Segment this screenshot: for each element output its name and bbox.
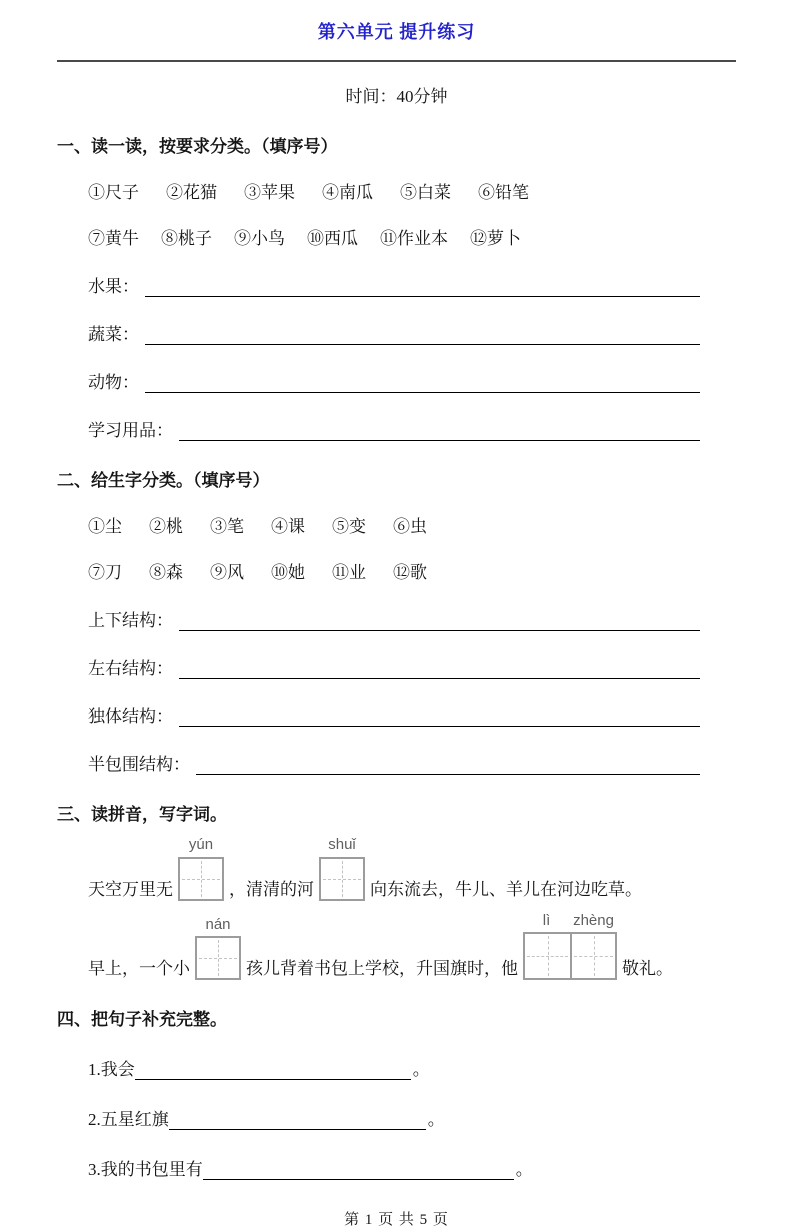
sentence-suffix: 。 [412,1060,430,1079]
sentence-text: 孩儿背着书包上学校，升国旗时，他 [246,959,518,978]
sentence-suffix: 。 [427,1110,445,1129]
fill-blank-row-single [88,702,736,727]
sentence-prefix: 3.我的书包里有 [88,1160,203,1179]
pinyin-label-pair [523,913,617,933]
fill-blank-row-school-supplies [88,416,736,441]
word-item: ①尺子 [88,183,139,202]
answer-line[interactable] [135,1060,411,1080]
character-item: ①尘 [88,517,122,536]
character-item: ⑪业 [332,563,366,582]
section2-items-row2 [88,558,736,583]
pinyin-sentence-row2 [88,913,736,981]
character-writing-box[interactable] [195,936,241,980]
word-item: ⑦黄牛 [88,229,139,248]
answer-line[interactable] [169,1110,426,1130]
blank-label: 学习用品： [88,421,173,440]
pinyin-writing-box-shui [319,837,365,901]
word-item: ⑥铅笔 [478,183,529,202]
character-item: ⑦刀 [88,563,122,582]
box-guide-hline [574,956,613,957]
blank-label: 左右结构： [88,659,173,678]
answer-line[interactable] [203,1160,514,1180]
blank-label: 半包围结构： [88,755,190,774]
fill-blank-row-half-enclosed [88,750,736,775]
sentence-text: 敬礼。 [622,959,673,978]
answer-line[interactable] [145,373,700,393]
sentence-completion-row-1 [88,1055,736,1080]
fill-blank-row-top-bottom [88,606,736,631]
section2-heading: 二、给生字分类。（填序号） [57,471,270,490]
character-item: ⑫歌 [393,563,427,582]
pinyin-writing-box-nan [195,917,241,981]
page-number-indicator: 第 1 页 共 5 页 [344,1212,449,1228]
section-3 [57,800,736,980]
pinyin-label: shuǐ [328,836,356,853]
pinyin-label: nán [205,915,231,933]
word-item: ⑧桃子 [161,229,212,248]
pinyin-writing-box-lizheng [523,913,617,981]
word-item: ⑫萝卜 [470,229,521,248]
box-guide-hline [323,879,361,880]
pinyin-sentence-row1 [88,837,736,901]
page-title: 第六单元 提升练习 [317,22,476,42]
pinyin-label: lì [542,911,551,929]
word-item: ⑩西瓜 [307,229,358,248]
character-item: ⑥虫 [393,517,427,536]
sentence-suffix: 。 [515,1160,533,1179]
sentence-prefix: 2.五星红旗 [88,1110,169,1129]
fill-blank-row-left-right [88,654,736,679]
box-guide-hline [527,956,568,957]
pinyin-writing-box-yun [178,837,224,901]
word-item: ④南瓜 [322,183,373,202]
blank-label: 独体结构： [88,707,173,726]
sentence-text: 天空万里无 [88,879,173,899]
character-writing-box[interactable] [319,857,365,901]
answer-line[interactable] [196,755,700,775]
answer-line[interactable] [145,277,700,297]
character-item: ②桃 [149,517,183,536]
section1-heading: 一、读一读，按要求分类。（填序号） [57,137,338,156]
character-item: ⑨风 [210,563,244,582]
character-item: ③笔 [210,517,244,536]
sentence-completion-row-2 [88,1105,736,1130]
word-item: ②花猫 [166,183,217,202]
section1-items-row1 [88,178,736,203]
word-item: ⑤白菜 [400,183,451,202]
box-guide-hline [182,879,220,880]
section3-heading: 三、读拼音，写字词。 [57,805,227,824]
blank-label: 上下结构： [88,611,173,630]
character-writing-cell[interactable] [570,934,615,978]
section-4 [57,1005,736,1180]
word-item: ⑨小鸟 [234,229,285,248]
pinyin-label: zhèng [573,911,614,929]
header-divider [57,60,736,62]
character-item: ⑩她 [271,563,305,582]
character-item: ④课 [271,517,305,536]
section1-items-row2 [88,224,736,249]
blank-label: 蔬菜： [88,325,139,344]
fill-blank-row-animal [88,368,736,393]
character-writing-cell[interactable] [525,934,570,978]
character-writing-box[interactable] [178,857,224,901]
answer-line[interactable] [179,421,700,441]
character-item: ⑧森 [149,563,183,582]
character-item: ⑤变 [332,517,366,536]
answer-line[interactable] [145,325,700,345]
answer-line[interactable] [179,659,700,679]
section-1 [57,132,736,441]
sentence-text: 向东流去，牛儿、羊儿在河边吃草。 [370,879,642,899]
time-limit-text: 时间：40分钟 [345,87,448,106]
blank-label: 水果： [88,277,139,296]
word-item: ⑪作业本 [380,229,448,248]
answer-line[interactable] [179,707,700,727]
pinyin-label: yún [188,836,214,853]
fill-blank-row-vegetable [88,320,736,345]
section4-heading: 四、把句子补充完整。 [57,1010,227,1029]
sentence-prefix: 1.我会 [88,1060,135,1079]
double-character-writing-box[interactable] [523,932,617,980]
box-guide-hline [199,958,237,959]
sentence-completion-row-3 [88,1155,736,1180]
blank-label: 动物： [88,373,139,392]
word-item: ③苹果 [244,183,295,202]
section2-items-row1 [88,512,736,537]
section-2 [57,466,736,775]
answer-line[interactable] [179,611,700,631]
sentence-text: ，清清的河 [229,879,314,899]
sentence-text: 早上，一个小 [88,959,190,978]
fill-blank-row-fruit [88,272,736,297]
